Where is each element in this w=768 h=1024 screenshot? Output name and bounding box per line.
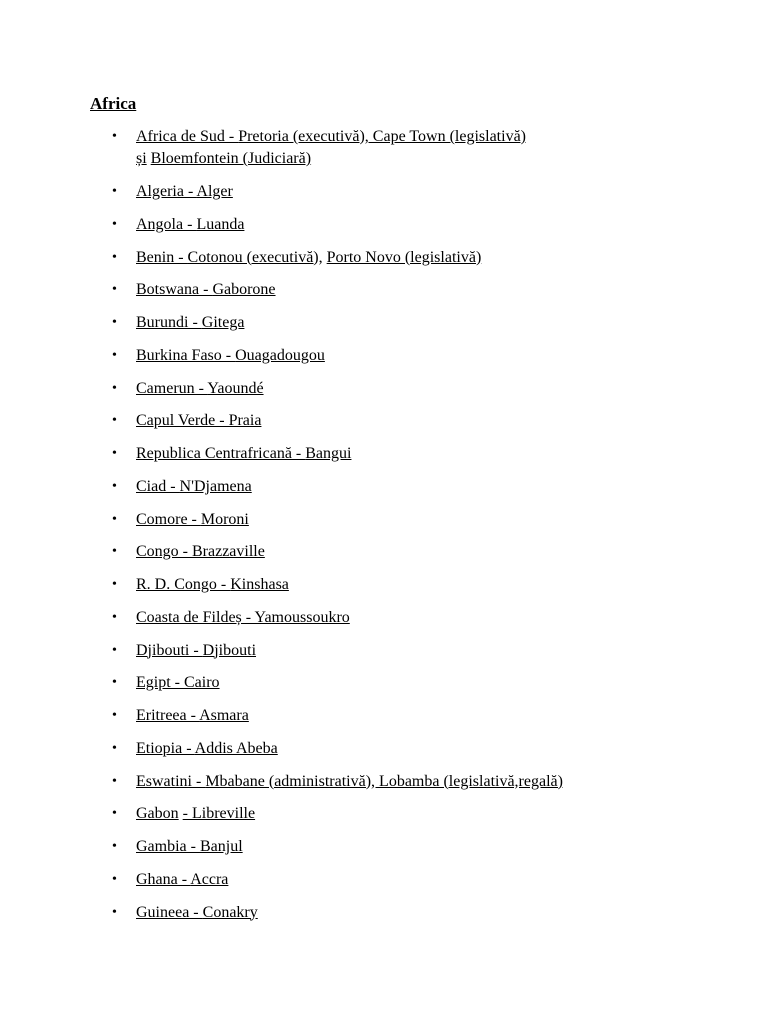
list-item <box>0 509 768 531</box>
country-capital-list <box>0 126 768 934</box>
item-line <box>136 214 768 236</box>
list-item <box>0 869 768 891</box>
link-text[interactable]: Camerun - <box>136 379 208 397</box>
list-item <box>0 247 768 269</box>
link-text[interactable]: Luanda <box>196 215 245 233</box>
list-item <box>0 541 768 563</box>
item-line <box>136 640 768 662</box>
link-text[interactable]: Banjul <box>199 838 243 855</box>
bullet-marker: • <box>112 642 117 658</box>
link-text[interactable]: și <box>136 150 147 167</box>
bullet-marker: • <box>112 249 117 265</box>
bullet-marker: • <box>112 773 117 789</box>
link-text[interactable]: Porto Novo (legislativă) <box>326 248 482 266</box>
bullet-marker: • <box>112 216 117 232</box>
link-text[interactable]: Angola - <box>136 215 197 233</box>
list-item <box>0 410 768 432</box>
link-text[interactable]: Cairo <box>184 674 220 692</box>
section-heading[interactable]: Africa <box>90 94 137 113</box>
item-line <box>136 509 768 531</box>
link-text[interactable]: Yaoundé <box>207 379 264 397</box>
link-text[interactable]: R. D. Congo - <box>136 576 231 593</box>
link-text[interactable]: Pretoria (executivă), Cape Town (legislativă) <box>238 128 526 145</box>
list-item <box>0 378 768 400</box>
bullet-marker: • <box>112 413 117 429</box>
link-text[interactable]: Ouagadougou <box>235 346 325 364</box>
link-text[interactable]: Benin - <box>136 248 188 266</box>
link-text[interactable]: Congo - <box>136 543 192 561</box>
bullet-marker: • <box>112 478 117 494</box>
link-text[interactable]: Burundi - <box>136 314 202 331</box>
item-line <box>136 126 768 148</box>
link-text[interactable]: Comore - <box>136 510 201 528</box>
list-item <box>0 640 768 662</box>
list-item <box>0 574 768 596</box>
item-line <box>136 312 768 334</box>
link-text[interactable]: Gambia - <box>136 838 200 855</box>
list-item <box>0 312 768 334</box>
item-line <box>136 443 768 465</box>
link-text[interactable]: Algeria - <box>136 183 197 200</box>
link-text[interactable]: N'Djamena <box>179 477 252 495</box>
item-line <box>136 705 768 727</box>
bullet-marker: • <box>112 446 117 461</box>
list-item <box>0 738 768 760</box>
list-item <box>0 771 768 793</box>
list-item <box>0 803 768 825</box>
item-line <box>136 541 768 563</box>
bullet-marker: • <box>112 806 117 822</box>
bullet-marker: • <box>112 544 117 560</box>
list-item <box>0 476 768 498</box>
link-text[interactable]: Kinshasa <box>230 576 289 593</box>
item-line <box>136 148 768 170</box>
bullet-marker: • <box>112 347 117 363</box>
link-text[interactable]: Yamoussoukro <box>254 608 350 626</box>
link-text[interactable]: Accra <box>190 870 229 888</box>
bullet-marker: • <box>112 184 117 199</box>
link-text[interactable]: Botswana - <box>136 281 213 299</box>
item-line <box>136 279 768 301</box>
link-text[interactable]: Mbabane (administrativă), Lobamba (legislativă,regală) <box>205 772 563 790</box>
bullet-marker: • <box>112 577 117 592</box>
link-text[interactable]: Gitega <box>201 314 245 331</box>
link-text[interactable]: Asmara <box>199 707 249 724</box>
item-line <box>136 672 768 694</box>
link-text[interactable]: Eritreea - <box>136 707 200 724</box>
link-text[interactable]: Bloemfontein (Judiciară) <box>150 150 312 167</box>
link-text[interactable]: Bangui <box>305 445 352 462</box>
link-text[interactable]: Etiopia - <box>136 739 195 757</box>
item-line <box>136 378 768 400</box>
list-item <box>0 836 768 858</box>
item-line <box>136 803 768 825</box>
link-text[interactable]: Capul Verde - Praia <box>136 412 262 430</box>
item-line <box>136 869 768 891</box>
item-line <box>136 476 768 498</box>
list-item <box>0 181 768 203</box>
item-line <box>136 181 768 203</box>
link-text[interactable]: Guineea - <box>136 903 203 921</box>
list-item <box>0 279 768 301</box>
list-item <box>0 607 768 629</box>
link-text[interactable]: Moroni <box>200 510 249 528</box>
bullet-marker: • <box>112 871 117 887</box>
item-line <box>136 607 768 629</box>
link-text[interactable]: Republica Centrafricană - <box>136 445 306 462</box>
list-item <box>0 443 768 465</box>
item-line <box>136 738 768 760</box>
item-line <box>136 836 768 858</box>
link-text[interactable]: Ghana - <box>136 870 191 888</box>
list-item <box>0 705 768 727</box>
link-text[interactable]: Djibouti - <box>136 641 203 659</box>
item-line <box>136 574 768 596</box>
item-line <box>136 771 768 793</box>
item-line <box>136 345 768 367</box>
link-text[interactable]: Addis Abeba <box>194 739 278 757</box>
link-text[interactable]: Gabon <box>136 805 179 823</box>
bullet-marker: • <box>112 740 117 756</box>
link-text[interactable]: Burkina Faso - <box>136 346 236 364</box>
list-item <box>0 214 768 236</box>
list-item <box>0 126 768 170</box>
link-text[interactable]: Africa de Sud - <box>136 128 239 145</box>
link-text[interactable]: - Libreville <box>182 805 256 823</box>
item-line <box>136 410 768 432</box>
bullet-marker: • <box>112 282 117 298</box>
link-text[interactable]: Gaborone <box>212 281 276 299</box>
link-text[interactable]: Egipt - <box>136 674 184 692</box>
list-item <box>0 345 768 367</box>
link-text[interactable]: Cotonou (executivă), <box>187 248 323 266</box>
link-text[interactable]: Eswatini - <box>136 772 206 790</box>
item-line <box>136 902 768 924</box>
bullet-marker: • <box>112 708 117 723</box>
bullet-marker: • <box>112 839 117 854</box>
bullet-marker: • <box>112 129 117 144</box>
link-text[interactable]: Coasta de Fildeș - <box>136 608 255 626</box>
bullet-marker: • <box>112 511 117 527</box>
link-text[interactable]: Brazzaville <box>192 543 265 561</box>
link-text[interactable]: Djibouti <box>202 641 257 659</box>
link-text[interactable]: Alger <box>196 183 233 200</box>
bullet-marker: • <box>112 675 117 691</box>
bullet-marker: • <box>112 609 117 625</box>
list-item <box>0 672 768 694</box>
link-text[interactable]: Conakry <box>202 903 258 921</box>
bullet-marker: • <box>112 380 117 396</box>
item-line <box>136 247 768 269</box>
bullet-marker: • <box>112 904 117 920</box>
list-item <box>0 902 768 924</box>
link-text[interactable]: Ciad - <box>136 477 180 495</box>
bullet-marker: • <box>112 315 117 330</box>
